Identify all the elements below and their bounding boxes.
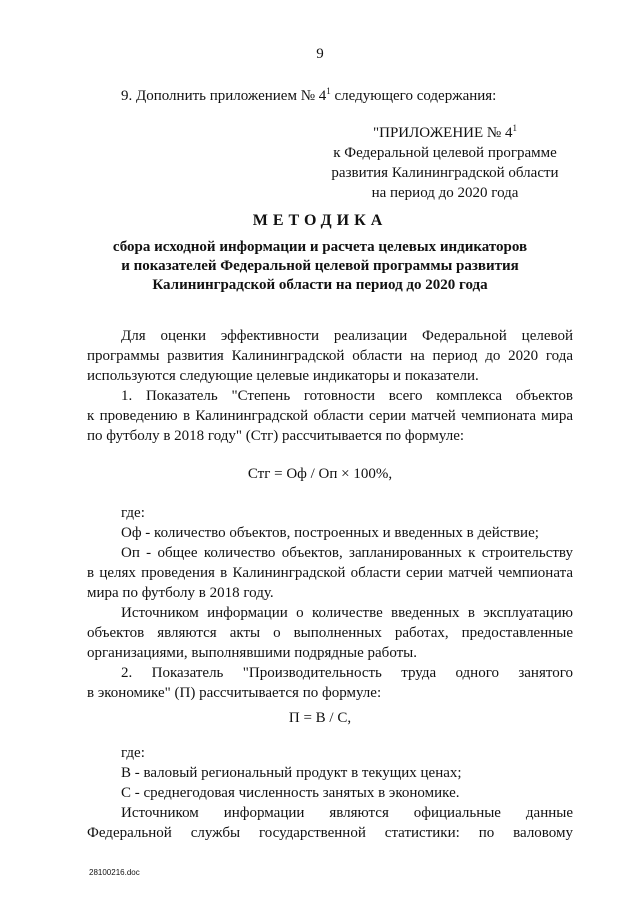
definition-of: Оф - количество объектов, построенных и введенных в действие;	[121, 525, 539, 541]
paragraph-line: Для оценки эффективности реализации Федеральной целевой	[121, 328, 573, 344]
paragraph-line: мира по футболу в 2018 году.	[87, 585, 274, 601]
formula-p: П = В / С,	[288, 710, 352, 726]
where-label: где:	[121, 505, 145, 521]
document-title: МЕТОДИКА	[252, 212, 388, 229]
appendix-header-line3: развития Калининградской области	[331, 165, 559, 181]
paragraph-line: Источником информации являются официальные данные	[121, 805, 573, 821]
subtitle-line: сбора исходной информации и расчета целевых индикаторов	[112, 239, 528, 255]
paragraph-line: используются следующие целевые индикаторы и показатели.	[87, 368, 479, 384]
paragraph-line: организациями, выполнявшими подрядные работы.	[87, 645, 417, 661]
paragraph-line: 2. Показатель "Производительность труда одного занятого	[121, 665, 573, 681]
paragraph-line: 1. Показатель "Степень готовности всего комплекса объектов	[121, 388, 573, 404]
definition-v: В - валовый региональный продукт в текущих ценах;	[121, 765, 462, 781]
paragraph-line: объектов являются акты о выполненных работах, предоставленные	[87, 625, 573, 641]
paragraph-line: Источником информации о количестве введенных в эксплуатацию	[121, 605, 573, 621]
subtitle-line: и показателей Федеральной целевой программы развития	[121, 258, 519, 274]
appendix-header-line1: "ПРИЛОЖЕНИЕ № $4^1$	[372, 123, 517, 141]
where-label: где:	[121, 745, 145, 761]
intro-tail: следующего содержания:	[330, 88, 497, 104]
paragraph-line: Федеральной службы государственной статистики: по валовому	[87, 825, 573, 841]
formula-stg: Стг = Оф / Оп × 100%,	[247, 466, 393, 482]
paragraph-line: в экономике" (П) рассчитывается по формуле:	[87, 685, 382, 701]
paragraph-line: по футболу в 2018 году" (Стг) рассчитывается по формуле:	[87, 428, 465, 444]
document-subtitle	[0, 238, 640, 295]
appendix-header	[330, 123, 560, 203]
appendix-header-line4: на период до 2020 года	[371, 185, 519, 201]
paragraph-line: в целях проведения в Калининградской области серии матчей чемпионата	[87, 565, 573, 581]
footer-filename: 28100216.doc	[89, 868, 140, 877]
page-number: 9	[316, 46, 324, 62]
intro-sup: 1	[326, 86, 331, 96]
intro-text: 9. Дополнить приложением № 4	[121, 88, 327, 104]
paragraph-line: программы развития Калининградской области на период до 2020 года	[87, 348, 573, 364]
definition-c: С - среднегодовая численность занятых в экономике.	[121, 785, 460, 801]
paragraph-line: к проведению в Калининградской области серии матчей чемпионата мира	[87, 408, 573, 424]
subtitle-line: Калининградской области на период до 2020 года	[152, 277, 488, 293]
appendix-header-line2: к Федеральной целевой программе	[333, 145, 557, 161]
intro-line	[121, 86, 496, 106]
definition-op: Оп - общее количество объектов, запланированных к строительству	[121, 545, 573, 561]
